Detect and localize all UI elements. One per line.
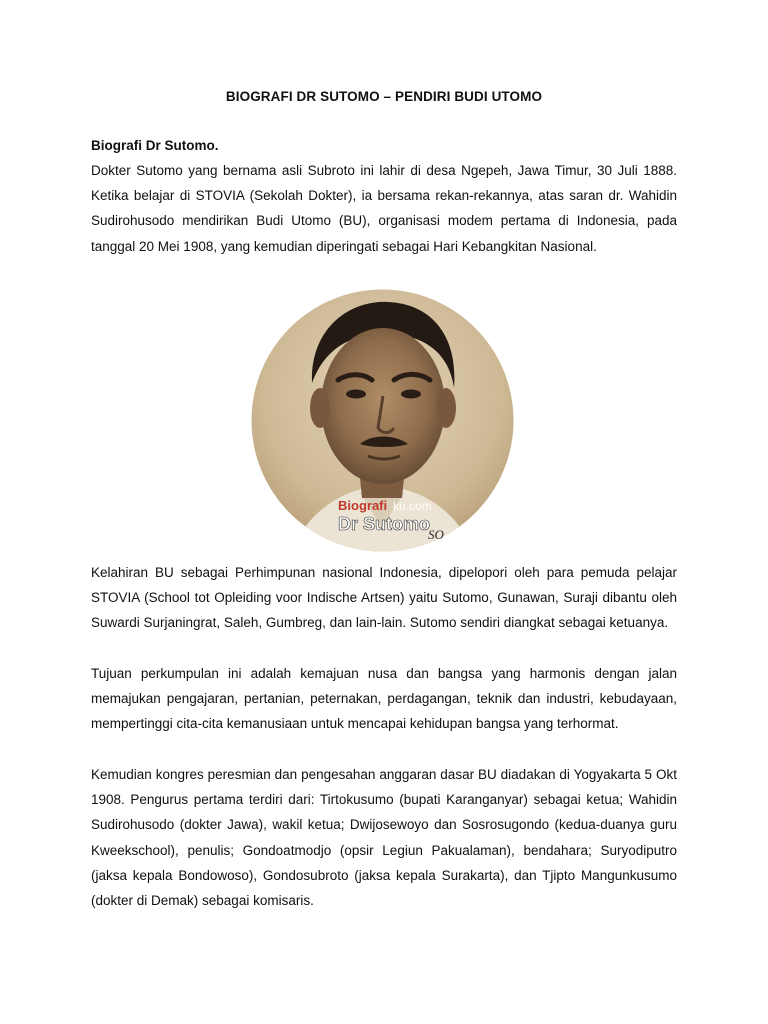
paragraph-goals: Tujuan perkumpulan ini adalah kemajuan nusa dan bangsa yang harmonis dengan jalan memajukan pengajaran, pertanian, peternakan, perdagangan, teknik dan industri, kebudayaan, mempertinggi cita-cita kemanusiaan untuk mencapai kehidupan bangsa yang terhormat. xyxy=(91,666,677,732)
paragraph-founding: Kelahiran BU sebagai Perhimpunan nasional Indonesia, dipelopori oleh para pemuda pelajar STOVIA (School tot Opleiding voor Indische Artsen) yaitu Sutomo, Gunawan, Suraji dibantu oleh Suwardi Surjaningrat, Saleh, Gumbreg, dan lain-lain. Sutomo sendiri diangkat sebagai ketuanya. xyxy=(91,565,677,631)
watermark-site-prefix: Biografi xyxy=(338,498,388,513)
portrait-photo xyxy=(250,288,515,553)
watermark-partial: SO xyxy=(428,527,444,542)
paragraph-intro: Dokter Sutomo yang bernama asli Subroto ini lahir di desa Ngepeh, Jawa Timur, 30 Juli 1888. Ketika belajar di STOVIA (Sekolah Dokter), ia bersama rekan-rekannya, atas saran dr. Wahidin Sudirohusodo mendirikan Budi Utomo (BU), organisasi modem pertama di Indonesia, pada tanggal 20 Mei 1908, yang kemudian diperingati sebagai Hari Kebangkitan Nasional. xyxy=(91,163,677,254)
watermark-name: Dr Sutomo xyxy=(338,514,430,534)
watermark-site-suffix: ku.com xyxy=(393,499,432,513)
document-title: BIOGRAFI DR SUTOMO – PENDIRI BUDI UTOMO xyxy=(225,89,543,104)
section-heading: Biografi Dr Sutomo. xyxy=(91,138,219,153)
paragraph-congress: Kemudian kongres peresmian dan pengesahan anggaran dasar BU diadakan di Yogyakarta 5 Okt 1908. Pengurus pertama terdiri dari: Tirtokusumo (bupati Karanganyar) sebagai ketua; Wahidin Sudirohusodo (dokter Jawa), wakil ketua; Dwijosewoyo dan Sosrosugondo (kedua-duanya guru Kweekschool), penulis; Gondoatmodjo (opsir Legiun Pakualaman), bendahara; Suryodiputro (jaksa kepala Bondowoso), Gondosubroto (jaksa kepala Surakarta), dan Tjipto Mangunkusumo (dokter di Demak) sebagai komisaris. xyxy=(91,767,677,909)
